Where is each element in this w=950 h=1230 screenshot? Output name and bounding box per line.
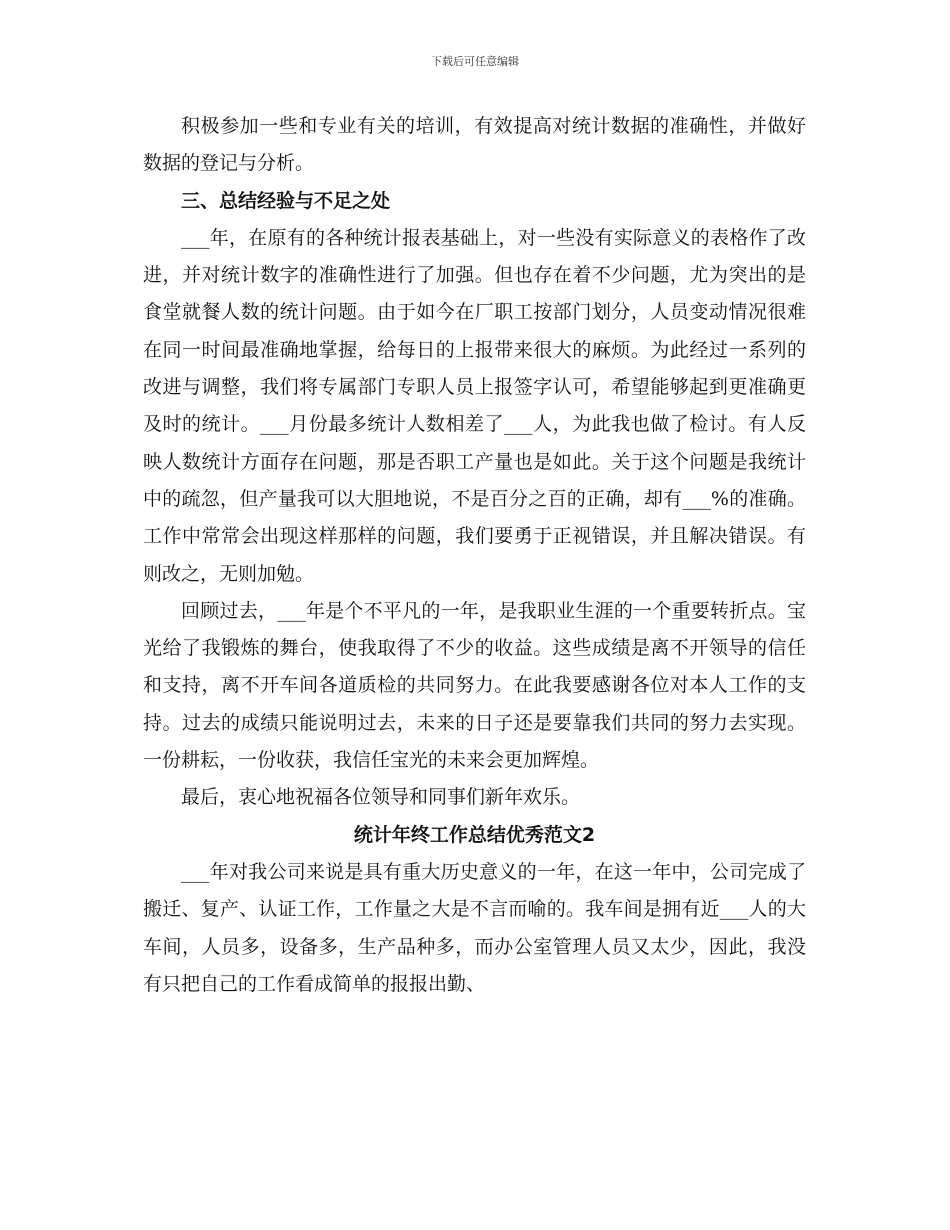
document-body xyxy=(143,108,806,1003)
paragraph-review: 回顾过去，___年是个不平凡的一年，是我职业生涯的一个重要转折点。宝光给了我锻炼的舞台，使我取得了不少的收益。这些成绩是离不开领导的信任和支持，离不开车间各道质检的共同努力。在此我要感谢各位对本人工作的支持。过去的成绩只能说明过去，未来的日子还是要靠我们共同的努力去实现。一份耕耘，一份收获，我信任宝光的未来会更加辉煌。 xyxy=(143,599,806,772)
paragraph-experience: ___年，在原有的各种统计报表基础上，对一些没有实际意义的表格作了改进，并对统计数字的准确性进行了加强。但也存在着不少问题，尤为突出的是食堂就餐人数的统计问题。由于如今在厂职工按部门划分，人员变动情况很难在同一时间最准确地掌握，给每日的上报带来很大的麻烦。为此经过一系列的改进与调整，我们将专属部门专职人员上报签字认可，希望能够起到更准确更及时的统计。___月份最多统计人数相差了___人，为此我也做了检讨。有人反映人数统计方面存在问题，那是否职工产量也是如此。关于这个问题是我统计中的疏忽，但产量我可以大胆地说，不是百分之百的正确，却有___%的准确。工作中常常会出现这样那样的问题，我们要勇于正视错误，并且解决错误。有则改之，无则加勉。 xyxy=(143,226,806,585)
paragraph-wishes: 最后，衷心地祝福各位领导和同事们新年欢乐。 xyxy=(181,786,581,809)
paragraph-training: 积极参加一些和专业有关的培训，有效提高对统计数据的准确性，并做好数据的登记与分析。 xyxy=(143,115,806,175)
header-note: 下载后可任意编辑 xyxy=(431,55,519,68)
section-heading: 三、总结经验与不足之处 xyxy=(181,189,391,212)
document-title: 统计年终工作总结优秀范文2 xyxy=(353,823,596,846)
paragraph-company-year: ___年对我公司来说是具有重大历史意义的一年，在这一年中，公司完成了搬迁、复产、认证工作，工作量之大是不言而喻的。我车间是拥有近___人的大车间，人员多，设备多，生产品种多，而办公室管理人员又太少，因此，我没有只把自己的工作看成简单的报报出勤、 xyxy=(143,860,806,995)
